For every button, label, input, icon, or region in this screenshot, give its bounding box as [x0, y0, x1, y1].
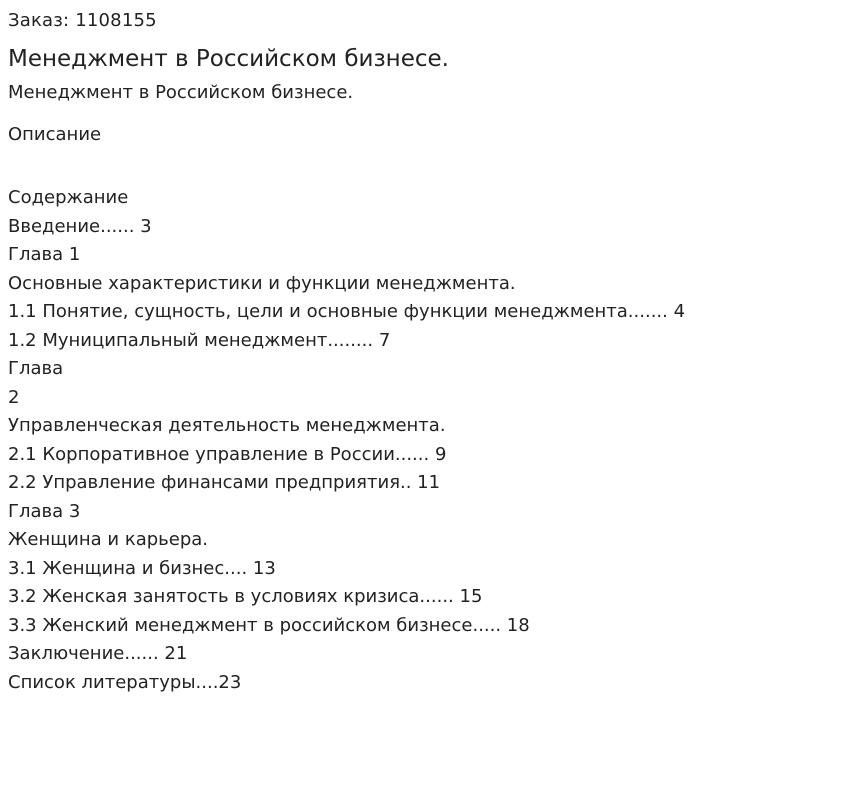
page-title: Менеджмент в Российском бизнесе.: [8, 46, 449, 72]
toc-item-chapter-3-title: Женщина и карьера.: [8, 529, 209, 550]
description-heading: Описание: [8, 124, 102, 145]
toc-item-chapter-2-number: 2: [8, 386, 20, 408]
toc-item-2-1: 2.1 Корпоративное управление в России...... 9: [8, 443, 447, 465]
toc-item-3-1: 3.1 Женщина и бизнес.... 13: [8, 557, 276, 579]
table-of-contents: [8, 184, 839, 697]
order-number: Заказ: 1108155: [8, 10, 157, 31]
toc-heading: Содержание: [8, 187, 129, 208]
toc-item-3-3: 3.3 Женский менеджмент в российском бизнесе..... 18: [8, 614, 530, 636]
toc-item-chapter-3: Глава 3: [8, 500, 81, 522]
toc-item-1-2: 1.2 Муниципальный менеджмент........ 7: [8, 329, 391, 351]
toc-item-introduction: Введение...... 3: [8, 215, 152, 237]
toc-item-chapter-2-label: Глава: [8, 358, 64, 379]
toc-item-conclusion: Заключение...... 21: [8, 643, 188, 664]
toc-item-2-2: 2.2 Управление финансами предприятия.. 11: [8, 472, 441, 493]
toc-item-chapter-1-title: Основные характеристики и функции менеджмента.: [8, 272, 516, 294]
toc-item-chapter-1: Глава 1: [8, 244, 81, 265]
toc-item-3-2: 3.2 Женская занятость в условиях кризиса...... 15: [8, 586, 483, 607]
page-subtitle: Менеджмент в Российском бизнесе.: [8, 82, 354, 103]
toc-item-1-1: 1.1 Понятие, сущность, цели и основные функции менеджмента....... 4: [8, 301, 686, 322]
toc-item-chapter-2-title: Управленческая деятельность менеджмента.: [8, 415, 446, 436]
toc-item-references: Список литературы....23: [8, 671, 242, 693]
